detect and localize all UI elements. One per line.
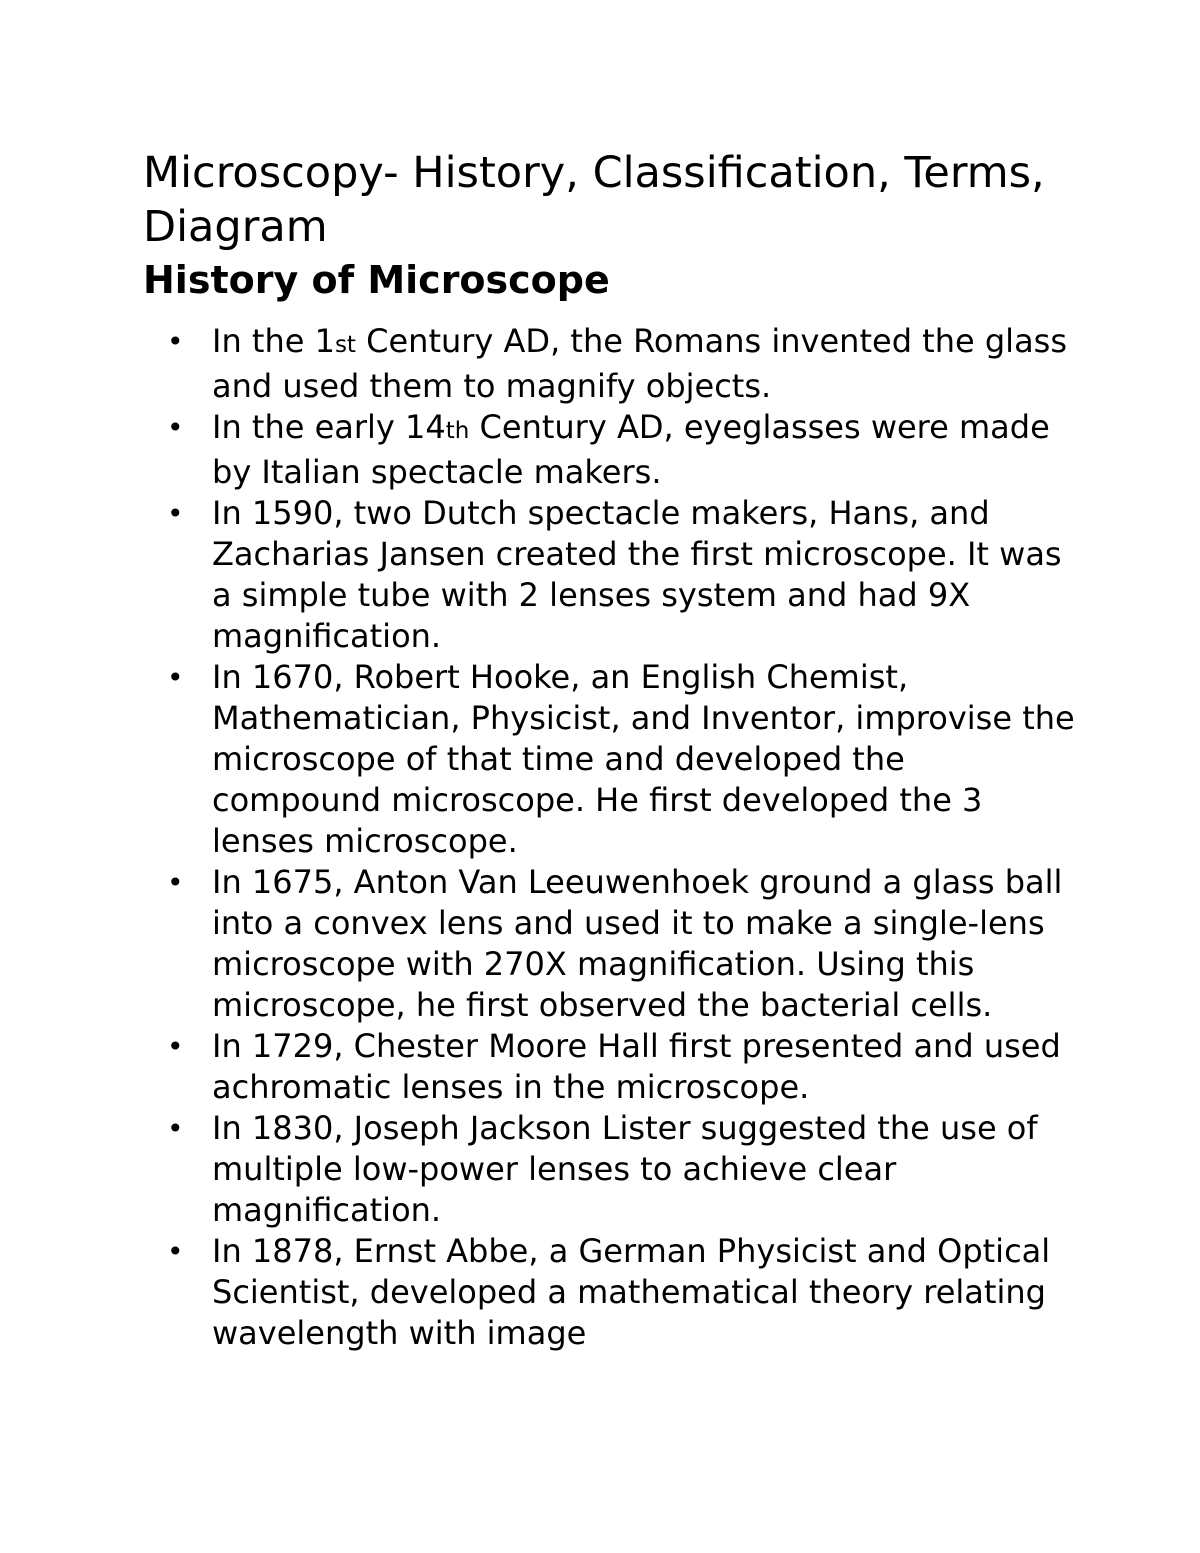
bullet-icon: • [167,497,184,530]
list-item [143,657,1083,862]
section-heading: History of Microscope [143,258,610,302]
list-item [143,1108,1083,1231]
list-item-text-continued: Century AD, eyeglasses were made by Italian spectacle makers. [212,408,1050,491]
list-item-text: In 1590, two Dutch spectacle makers, Hans, and Zacharias Jansen created the first microscope. It was a simple tube with 2 lenses system and had 9X magnification. [212,494,1062,655]
history-bullet-list [143,321,1083,1354]
list-item [143,407,1083,493]
ordinal-suffix: th [445,418,470,444]
ordinal-suffix: st [334,332,356,358]
list-item-text-continued: Century AD, the Romans invented the glass and used them to magnify objects. [212,322,1068,405]
list-item-text: In 1729, Chester Moore Hall first presented and used achromatic lenses in the microscope. [212,1027,1061,1106]
document-page [143,146,1083,1354]
list-item [143,493,1083,657]
list-item-text: In 1830, Joseph Jackson Lister suggested the use of multiple low-power lenses to achieve clear magnification. [212,1109,1038,1229]
list-item-text: In 1878, Ernst Abbe, a German Physicist and Optical Scientist, developed a mathematical theory relating wavelength with image [212,1232,1051,1352]
bullet-icon: • [167,1030,184,1063]
document-title: Microscopy- History, Classification, Terms, Diagram [143,148,1045,252]
list-item-text: In 1670, Robert Hooke, an English Chemist, Mathematician, Physicist, and Inventor, improvise the microscope of that time and developed the compound microscope. He first developed the 3 lenses microscope. [212,658,1075,860]
list-item-text: In the early 14 [212,408,446,446]
list-item [143,862,1083,1026]
bullet-icon: • [167,325,184,358]
bullet-icon: • [167,411,184,444]
list-item [143,1026,1083,1108]
bullet-icon: • [167,866,184,899]
bullet-icon: • [167,1235,184,1268]
list-item-text: In the 1 [212,322,335,360]
bullet-icon: • [167,661,184,694]
list-item [143,321,1083,407]
list-item-text: In 1675, Anton Van Leeuwenhoek ground a glass ball into a convex lens and used it to make a single-lens microscope with 270X magnification. Using this microscope, he first observed the bacterial cells. [212,863,1063,1024]
list-item [143,1231,1083,1354]
bullet-icon: • [167,1112,184,1145]
